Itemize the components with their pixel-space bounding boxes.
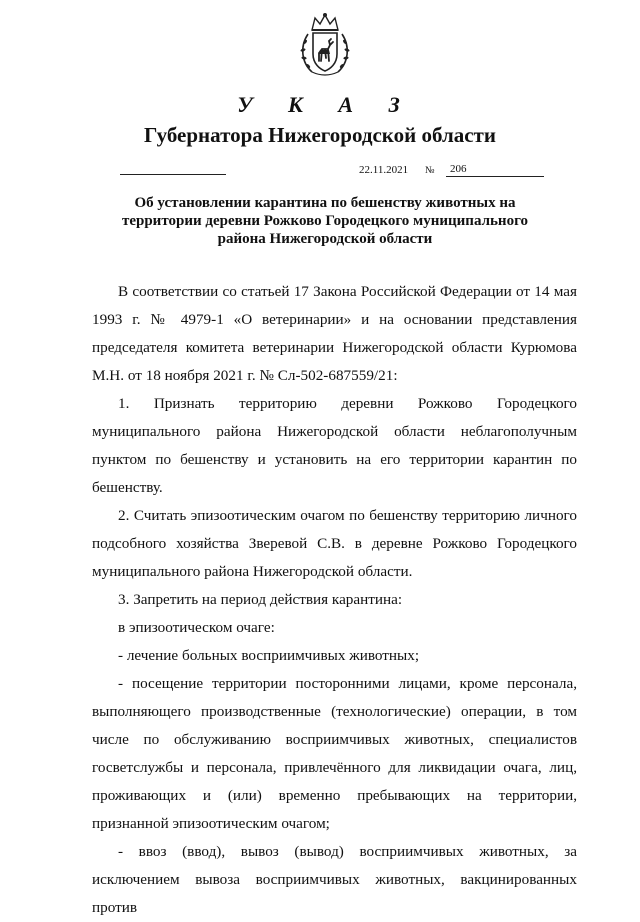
registration-number: 206 bbox=[446, 163, 544, 177]
preamble-paragraph: В соответствии со статьей 17 Закона Российской Федерации от 14 мая 1993 г. № 4979-1 «О ветеринарии» и на основании представления председателя комитета ветеринарии Нижегородской области Курюмова М.Н. от 18 ноября 2021 г. № Сл-502-687559/21: bbox=[92, 283, 577, 384]
subject-line: Об установлении карантина по бешенству животных на bbox=[134, 195, 516, 211]
registration-blank-line bbox=[120, 174, 226, 175]
item-1-paragraph: 1. Признать территорию деревни Рожково Городецкого муниципального района Нижегородской области неблагополучным пунктом по бешенству и установить на его территории карантин по бешенству. bbox=[92, 395, 577, 496]
decree-issuer: Губернатора Нижегородской области bbox=[144, 123, 496, 147]
number-sign: № bbox=[425, 165, 435, 176]
item-2-paragraph: 2. Считать эпизоотическим очагом по бешенству территорию личного подсобного хозяйства Зверевой С.В. в деревне Рожково Городецкого муниципального района Нижегородской области. bbox=[92, 507, 577, 580]
registration-date: 22.11.2021 bbox=[359, 164, 409, 176]
ban-item-treatment: - лечение больных восприимчивых животных; bbox=[118, 647, 420, 664]
ban-item-transport: - ввоз (ввод), вывоз (вывод) восприимчивых животных, за исключением вывоза восприимчивых животных, вакцинированных против bbox=[92, 843, 577, 916]
subject-line: района Нижегородской области bbox=[217, 231, 433, 247]
decree-subject bbox=[100, 194, 550, 248]
subject-line: территории деревни Рожково Городецкого муниципального bbox=[121, 213, 529, 229]
coat-of-arms-icon bbox=[298, 12, 352, 78]
decree-title: У К А З bbox=[237, 92, 415, 117]
focus-subheading: в эпизоотическом очаге: bbox=[118, 619, 275, 636]
decree-body bbox=[92, 278, 577, 922]
ban-item-visits: - посещение территории посторонними лицами, кроме персонала, выполняющего производственные (технологические) операции, в том числе по обслуживанию восприимчивых животных, специалистов госветслужбы и персонала, привлечённого для ликвидации очага, лиц, проживающих и (или) временно пребывающих на территории, признанной эпизоотическим очагом; bbox=[92, 675, 577, 832]
item-3-paragraph: 3. Запретить на период действия карантина: bbox=[118, 591, 403, 608]
